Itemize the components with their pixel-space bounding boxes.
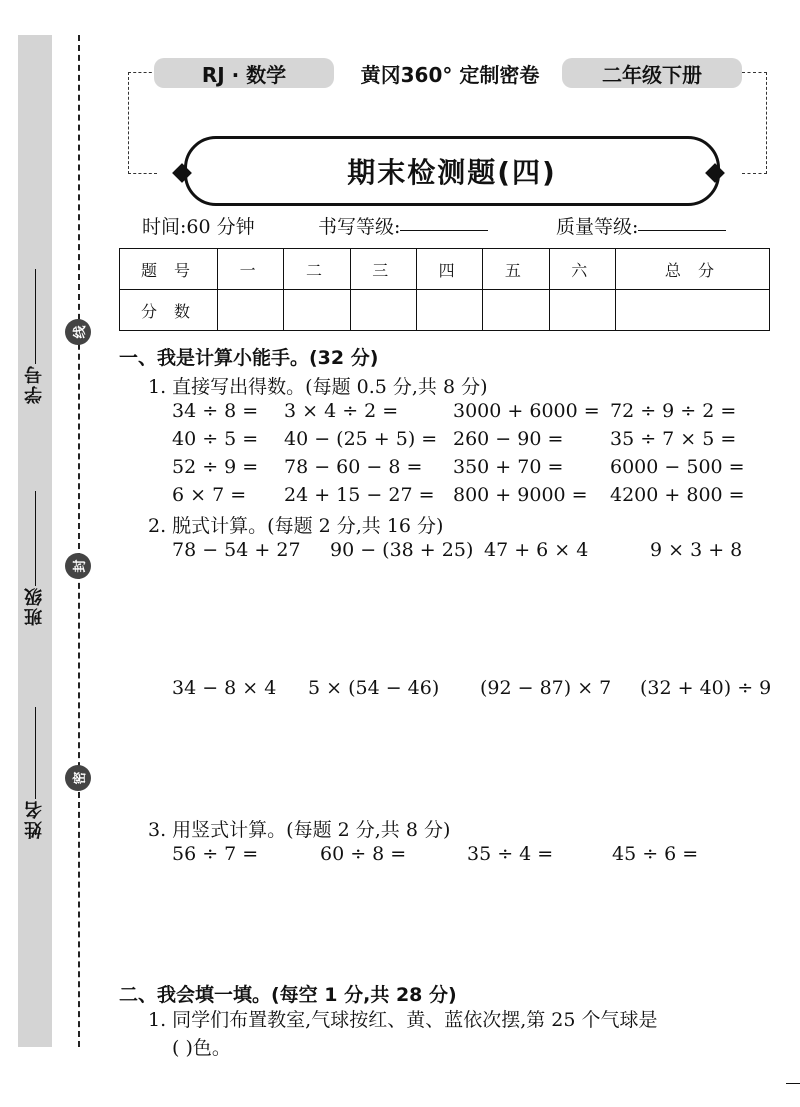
writing-grade-label: 书写等级: xyxy=(318,216,401,238)
q2-item: 9 × 3 + 8 xyxy=(650,539,743,561)
q1-item: 3000 + 6000 = xyxy=(453,400,600,422)
writing-grade-field[interactable] xyxy=(318,212,400,239)
quality-grade-label: 质量等级: xyxy=(556,216,639,238)
binding-dash-line xyxy=(78,35,80,1047)
score-header-cell: 题 号 xyxy=(120,249,218,290)
q1-item: 6 × 7 = xyxy=(172,484,247,506)
score-header-cell: 一 xyxy=(218,249,284,290)
score-header-cell: 六 xyxy=(549,249,615,290)
q3-item: 45 ÷ 6 = xyxy=(612,843,699,865)
q2-item: 5 × (54 − 46) xyxy=(308,677,440,699)
q2-item: (92 − 87) × 7 xyxy=(480,677,612,699)
name-field[interactable] xyxy=(18,703,52,839)
s2-q1-line2: ( )色。 xyxy=(172,1037,231,1059)
score-value-row xyxy=(120,290,770,331)
q1-item: 260 − 90 = xyxy=(453,428,564,450)
seal-xian: 线 xyxy=(65,319,91,345)
score-input-cell[interactable] xyxy=(218,290,284,331)
exam-title: 期末检测题(四) xyxy=(184,136,720,206)
q1-item: 52 ÷ 9 = xyxy=(172,456,259,478)
header-dash-left xyxy=(128,72,157,174)
exam-info-row xyxy=(142,212,762,238)
q3-item: 60 ÷ 8 = xyxy=(320,843,407,865)
section2-heading: 二、我会填一填。(每空 1 分,共 28 分) xyxy=(119,984,457,1006)
q2-heading: 2. 脱式计算。(每题 2 分,共 16 分) xyxy=(148,515,444,537)
q2-item: 90 − (38 + 25) xyxy=(330,539,474,561)
q1-item: 40 ÷ 5 = xyxy=(172,428,259,450)
class-label: 班级 xyxy=(24,586,45,626)
q3-heading: 3. 用竖式计算。(每题 2 分,共 8 分) xyxy=(148,819,451,841)
binding-strip xyxy=(18,35,52,1047)
score-input-cell[interactable] xyxy=(615,290,769,331)
s2-q1-line1: 1. 同学们布置教室,气球按红、黄、蓝依次摆,第 25 个气球是 xyxy=(148,1009,658,1031)
q1-item: 350 + 70 = xyxy=(453,456,564,478)
q1-item: 800 + 9000 = xyxy=(453,484,588,506)
q1-item: 34 ÷ 8 = xyxy=(172,400,259,422)
q1-item: 72 ÷ 9 ÷ 2 = xyxy=(610,400,737,422)
brand-name: 黄冈360° 定制密卷 xyxy=(360,62,540,87)
score-input-cell[interactable] xyxy=(549,290,615,331)
q1-item: 4200 + 800 = xyxy=(610,484,745,506)
q1-item: 3 × 4 ÷ 2 = xyxy=(284,400,399,422)
score-input-cell[interactable] xyxy=(350,290,416,331)
score-header-cell: 二 xyxy=(284,249,350,290)
score-input-cell[interactable] xyxy=(284,290,350,331)
class-line xyxy=(35,491,36,586)
q2-item: 47 + 6 × 4 xyxy=(484,539,589,561)
name-line xyxy=(35,707,36,799)
score-header-cell: 五 xyxy=(483,249,549,290)
q2-item: (32 + 40) ÷ 9 xyxy=(640,677,772,699)
q3-item: 56 ÷ 7 = xyxy=(172,843,259,865)
seal-feng: 封 xyxy=(65,553,91,579)
score-header-cell: 总 分 xyxy=(615,249,769,290)
page-edge-mark xyxy=(786,1083,800,1084)
score-header-cell: 三 xyxy=(350,249,416,290)
student-id-label: 学号 xyxy=(24,364,45,404)
score-table xyxy=(119,248,770,331)
q3-item: 35 ÷ 4 = xyxy=(467,843,554,865)
score-header-row xyxy=(120,249,770,290)
q1-item: 40 − (25 + 5) = xyxy=(284,428,438,450)
seal-mi: 密 xyxy=(65,765,91,791)
student-id-line xyxy=(35,269,36,364)
q1-heading: 1. 直接写出得数。(每题 0.5 分,共 8 分) xyxy=(148,376,488,398)
q1-item: 78 − 60 − 8 = xyxy=(284,456,423,478)
score-input-cell[interactable] xyxy=(416,290,482,331)
time-limit: 时间:60 分钟 xyxy=(142,216,255,238)
quality-grade-blank[interactable] xyxy=(638,212,726,231)
q1-item: 35 ÷ 7 × 5 = xyxy=(610,428,737,450)
quality-grade-field[interactable] xyxy=(556,212,638,239)
student-id-field[interactable] xyxy=(18,265,52,404)
q1-item: 24 + 15 − 27 = xyxy=(284,484,435,506)
grade-badge: 二年级下册 xyxy=(562,58,742,88)
score-input-cell[interactable] xyxy=(483,290,549,331)
q1-item: 6000 − 500 = xyxy=(610,456,745,478)
q2-item: 78 − 54 + 27 xyxy=(172,539,301,561)
subject-badge: RJ · 数学 xyxy=(154,58,334,88)
class-field[interactable] xyxy=(18,487,52,626)
q2-item: 34 − 8 × 4 xyxy=(172,677,277,699)
score-header-cell: 四 xyxy=(416,249,482,290)
header-dash-right xyxy=(742,72,767,174)
name-label: 姓名 xyxy=(24,799,45,839)
section1-heading: 一、我是计算小能手。(32 分) xyxy=(119,347,379,369)
writing-grade-blank[interactable] xyxy=(400,212,488,231)
score-row-label: 分 数 xyxy=(120,290,218,331)
